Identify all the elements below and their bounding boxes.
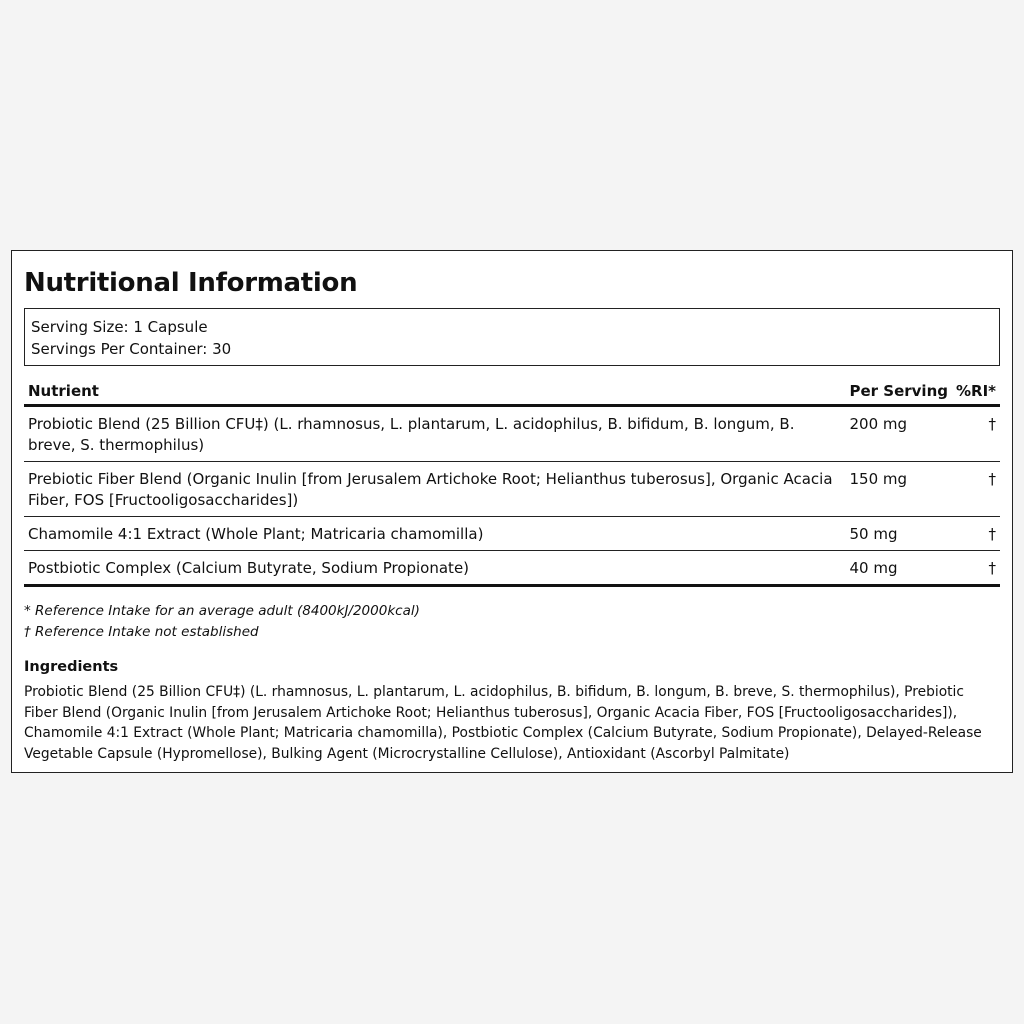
ri-footnote: * Reference Intake for an average adult (8400kJ/2000kcal) [24, 603, 420, 619]
table-row [24, 462, 1000, 517]
nutrient-table-header [24, 378, 1000, 406]
serving-info-box [24, 308, 1000, 366]
nutrient-amount: 50 mg [845, 517, 952, 551]
ingredients-text: Probiotic Blend (25 Billion CFU‡) (L. rhamnosus, L. plantarum, L. acidophilus, B. bifidum, B. longum, B. breve, S. thermophilus), Prebiotic Fiber Blend (Organic Inulin [from Jerusalem Artichoke Root; Helianthus tuberosus], Organic Acacia Fiber, FOS [Fructooligosaccharides]), Chamomile 4:1 Extract (Whole Plant; Matricaria chamomilla), Postbiotic Complex (Calcium Butyrate, Sodium Propionate), Delayed-Release Vegetable Capsule (Hypromellose), Bulking Agent (Microcrystalline Cellulose), Antioxidant (Ascorbyl Palmitate) [24, 684, 982, 762]
nutrient-amount: 200 mg [845, 406, 952, 462]
table-row [24, 406, 1000, 462]
ingredients-heading: Ingredients [24, 659, 119, 675]
servings-per-container: Servings Per Container: 30 [31, 340, 232, 358]
nutrient-ri: † [952, 406, 1000, 462]
table-row [24, 517, 1000, 551]
nutrition-label-panel [11, 250, 1013, 773]
header-per-serving: Per Serving [845, 378, 952, 406]
nutrient-name: Chamomile 4:1 Extract (Whole Plant; Matricaria chamomilla) [24, 517, 845, 551]
nutrient-name: Prebiotic Fiber Blend (Organic Inulin [from Jerusalem Artichoke Root; Helianthus tuberosus], Organic Acacia Fiber, FOS [Fructooligosaccharides]) [24, 462, 845, 517]
nutrient-table [24, 378, 1000, 587]
label-title: Nutritional Information [24, 268, 358, 298]
dagger-footnote: † Reference Intake not established [24, 624, 259, 640]
header-nutrient: Nutrient [24, 378, 845, 406]
footnotes [24, 601, 1000, 643]
serving-size: Serving Size: 1 Capsule [31, 318, 208, 336]
nutrient-amount: 40 mg [845, 551, 952, 586]
nutrient-amount: 150 mg [845, 462, 952, 517]
nutrient-name: Postbiotic Complex (Calcium Butyrate, Sodium Propionate) [24, 551, 845, 586]
nutrient-ri: † [952, 551, 1000, 586]
nutrient-name: Probiotic Blend (25 Billion CFU‡) (L. rhamnosus, L. plantarum, L. acidophilus, B. bifidum, B. longum, B. breve, S. thermophilus) [24, 406, 845, 462]
nutrient-ri: † [952, 462, 1000, 517]
nutrient-ri: † [952, 517, 1000, 551]
header-ri: %RI* [952, 378, 1000, 406]
table-row [24, 551, 1000, 586]
